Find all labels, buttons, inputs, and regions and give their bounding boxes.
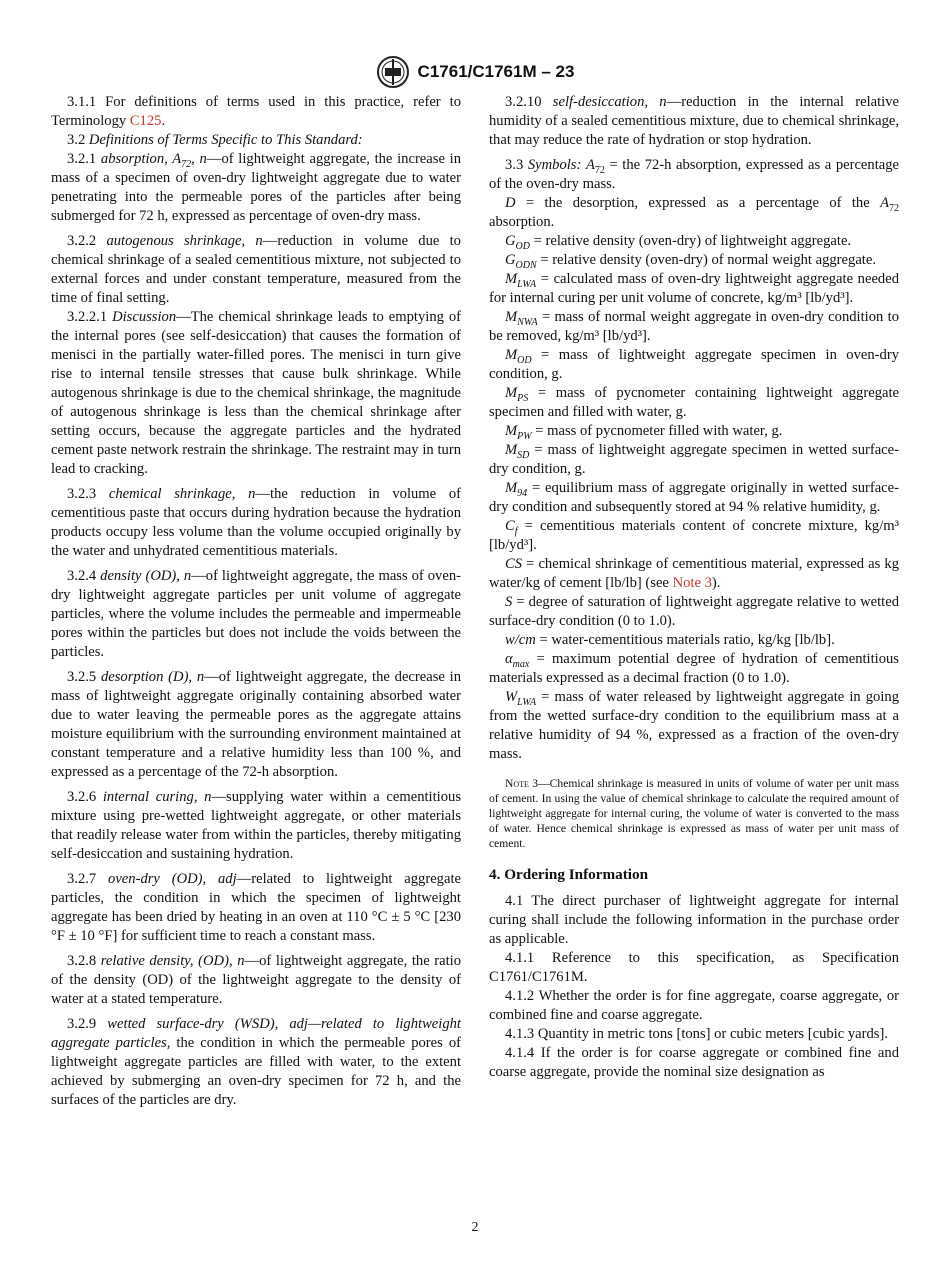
para-3-2-2-1: 3.2.2.1 Discussion—The chemical shrinkage leads to emptying of the internal pores (see self-desiccation) that causes the formation of menisci in the partially water-filled pores. The menisci in turn give rise to internal tensile stresses that cause bulk shrinkage. While autogenous shrinkage is due to the chemical shrinkage, the magnitude of autogenous shrinkage is less than the chemical shrinkage after setting occurs, because the aggregate particles and the hydrated cement paste network restrain the shrinkage. The restraint may in turn lead to cracking. [51, 309, 461, 477]
para-3-2-4: 3.2.4 density (OD), n—of lightweight aggregate, the mass of oven-dry lightweight aggregate particles per unit volume of aggregate particles, where the volume includes the permeable and impermeable pores within the particles but does not include the voids between the particles. [51, 568, 461, 660]
symbol-mod: $M_{OD}$ = mass of lightweight aggregate specimen in oven-dry condition, g. [489, 347, 899, 382]
para-3-2-5: 3.2.5 desorption (D), n—of lightweight aggregate, the decrease in mass of lightweight aggregate originally containing absorbed water due to water leaving the permeable pores as the aggregate attains moisture equilibrium with the surrounding environment maintained at constant temperature and a relative humidity less than 100 %, and expressed as a percentage of the 72-h absorption. [51, 669, 461, 780]
para-3-2-3: 3.2.3 chemical shrinkage, n—the reduction in volume of cementitious paste that occurs during hydration because the hydration products occupy less volume than the volume occupied originally by the water and unhydrated cementitious materials. [51, 486, 461, 559]
note-3: Note 3—Chemical shrinkage is measured in units of volume of water per unit mass of cement. In using the value of chemical shrinkage to calculate the required amount of lightweight aggregate for internal curing, the volume of water is converted to the mass of water. Hence chemical shrinkage is expressed as mass of water per unit mass of cement. [489, 777, 899, 850]
para-3-1-1: 3.1.1 For definitions of terms used in this practice, refer to Terminology C125. [51, 94, 461, 129]
para-3-2-7: 3.2.7 oven-dry (OD), adj—related to lightweight aggregate particles, the condition in which the specimen of lightweight aggregate has been dried by heating in an oven at 110 °C ± 5 °C [230 °F ± 10 °F] for sufficient time to reach a constant mass. [51, 871, 461, 944]
symbol-mpw: $M_{PW}$ = mass of pycnometer filled with water, g. [505, 423, 783, 442]
para-3-2-2: 3.2.2 autogenous shrinkage, n—reduction in volume due to chemical shrinkage of a sealed cementitious mixture, not subjected to external forces and under constant temperature, measured from the time of final setting. [51, 233, 461, 306]
para-4-1-1: 4.1.1 Reference to this specification, as Specification C1761/C1761M. [489, 950, 899, 985]
symbol-god: $G_{OD}$ = relative density (oven-dry) of lightweight aggregate. [505, 233, 852, 252]
para-4-1: 4.1 The direct purchaser of lightweight aggregate for internal curing shall include the following information in the purchase order as applicable. [489, 893, 899, 947]
symbol-alpha-max: $\alpha_{max}$ = maximum potential degree of hydration of cementitious materials expressed as a decimal fraction (0 to 1.0). [489, 651, 899, 686]
para-4-1-4: 4.1.4 If the order is for coarse aggregate or combined fine and coarse aggregate, provide the nominal size designation as [489, 1045, 899, 1080]
right-column [489, 93, 899, 1082]
symbol-mps: $M_{PS}$ = mass of pycnometer containing lightweight aggregate specimen and filled with water, g. [489, 385, 899, 420]
para-4-1-3: 4.1.3 Quantity in metric tons [tons] or cubic meters [cubic yards]. [505, 1026, 888, 1042]
page-number: 2 [471, 1220, 479, 1235]
symbol-wlwa: $W_{LWA}$ = mass of water released by lightweight aggregate in going from the wetted surface-dry condition to the equilibrium mass at a relative humidity of 94 %, expressed as a fraction of the oven-dry mass. [489, 689, 899, 762]
para-3-2-1: 3.2.1 absorption, $A_{72}$, n—of lightweight aggregate, the increase in mass of a specimen of oven-dry lightweight aggregate due to water penetrating into the permeable pores of the particles after being submerged for 72 h, expressed as percentage of oven-dry mass. [51, 151, 461, 224]
symbol-wcm: w/cm = water-cementitious materials ratio, kg/kg [lb/lb]. [505, 632, 835, 648]
left-column [51, 93, 461, 1110]
symbol-msd: $M_{SD}$ = mass of lightweight aggregate specimen in wetted surface-dry condition, g. [489, 442, 899, 477]
para-3-2-9: 3.2.9 wetted surface-dry (WSD), adj—related to lightweight aggregate particles, the condition in which the permeable pores of lightweight aggregate particles are filled with water, to the extent achieved by submerging an oven-dry specimen for 72 h, and the surfaces of the particles are dry. [51, 1016, 461, 1108]
section-4-heading: 4. Ordering Information [489, 866, 649, 883]
para-3-2-6: 3.2.6 internal curing, n—supplying water within a cementitious mixture using pre-wetted lightweight aggregate, or other materials that readily release water from within the particles, thereby mitigating self-desiccation and sustaining hydration. [51, 789, 461, 862]
symbol-d: D = the desorption, expressed as a percentage of the $A_{72}$ absorption. [489, 195, 899, 230]
symbol-mnwa: $M_{NWA}$ = mass of normal weight aggregate in oven-dry condition to be removed, kg/m³ [lb/yd³]. [489, 309, 899, 344]
para-4-1-2: 4.1.2 Whether the order is for fine aggregate, coarse aggregate, or combined fine and coarse aggregate. [489, 988, 899, 1023]
standard-designation: C1761/C1761M – 23 [417, 62, 575, 81]
astm-logo-icon [376, 55, 410, 89]
page-header [0, 55, 950, 89]
para-3-3: 3.3 Symbols: $A_{72}$ = the 72-h absorption, expressed as a percentage of the oven-dry mass. [489, 157, 900, 192]
symbol-cs: CS = chemical shrinkage of cementitious material, expressed as kg water/kg of cement [lb/lb] (see Note 3). [489, 556, 899, 591]
symbol-cf: $C_f$ = cementitious materials content of concrete mixture, kg/m³ [lb/yd³]. [489, 518, 899, 553]
symbol-m94: $M_{94}$ = equilibrium mass of aggregate originally in wetted surface-dry condition and subsequently stored at 94 % relative humidity, g. [489, 480, 899, 515]
c125-link[interactable]: C125 [129, 113, 162, 129]
para-3-2: 3.2 Definitions of Terms Specific to This Standard: [67, 132, 363, 148]
para-3-2-8: 3.2.8 relative density, (OD), n—of lightweight aggregate, the ratio of the density (OD) of the lightweight aggregate to the density of water at a stated temperature. [51, 953, 461, 1007]
symbol-mlwa: $M_{LWA}$ = calculated mass of oven-dry lightweight aggregate needed for internal curing per unit volume of concrete, kg/m³ [lb/yd³]. [489, 271, 899, 306]
para-3-2-10: 3.2.10 self-desiccation, n—reduction in the internal relative humidity of a sealed cementitious mixture, due to chemical shrinkage, that may reduce the rate of hydration or stop hydration. [489, 94, 899, 148]
note-3-link[interactable]: Note 3 [672, 575, 712, 591]
symbol-s: S = degree of saturation of lightweight aggregate relative to wetted surface-dry condition (0 to 1.0). [489, 594, 899, 629]
symbol-godn: $G_{ODN}$ = relative density (oven-dry) of normal weight aggregate. [505, 252, 876, 271]
